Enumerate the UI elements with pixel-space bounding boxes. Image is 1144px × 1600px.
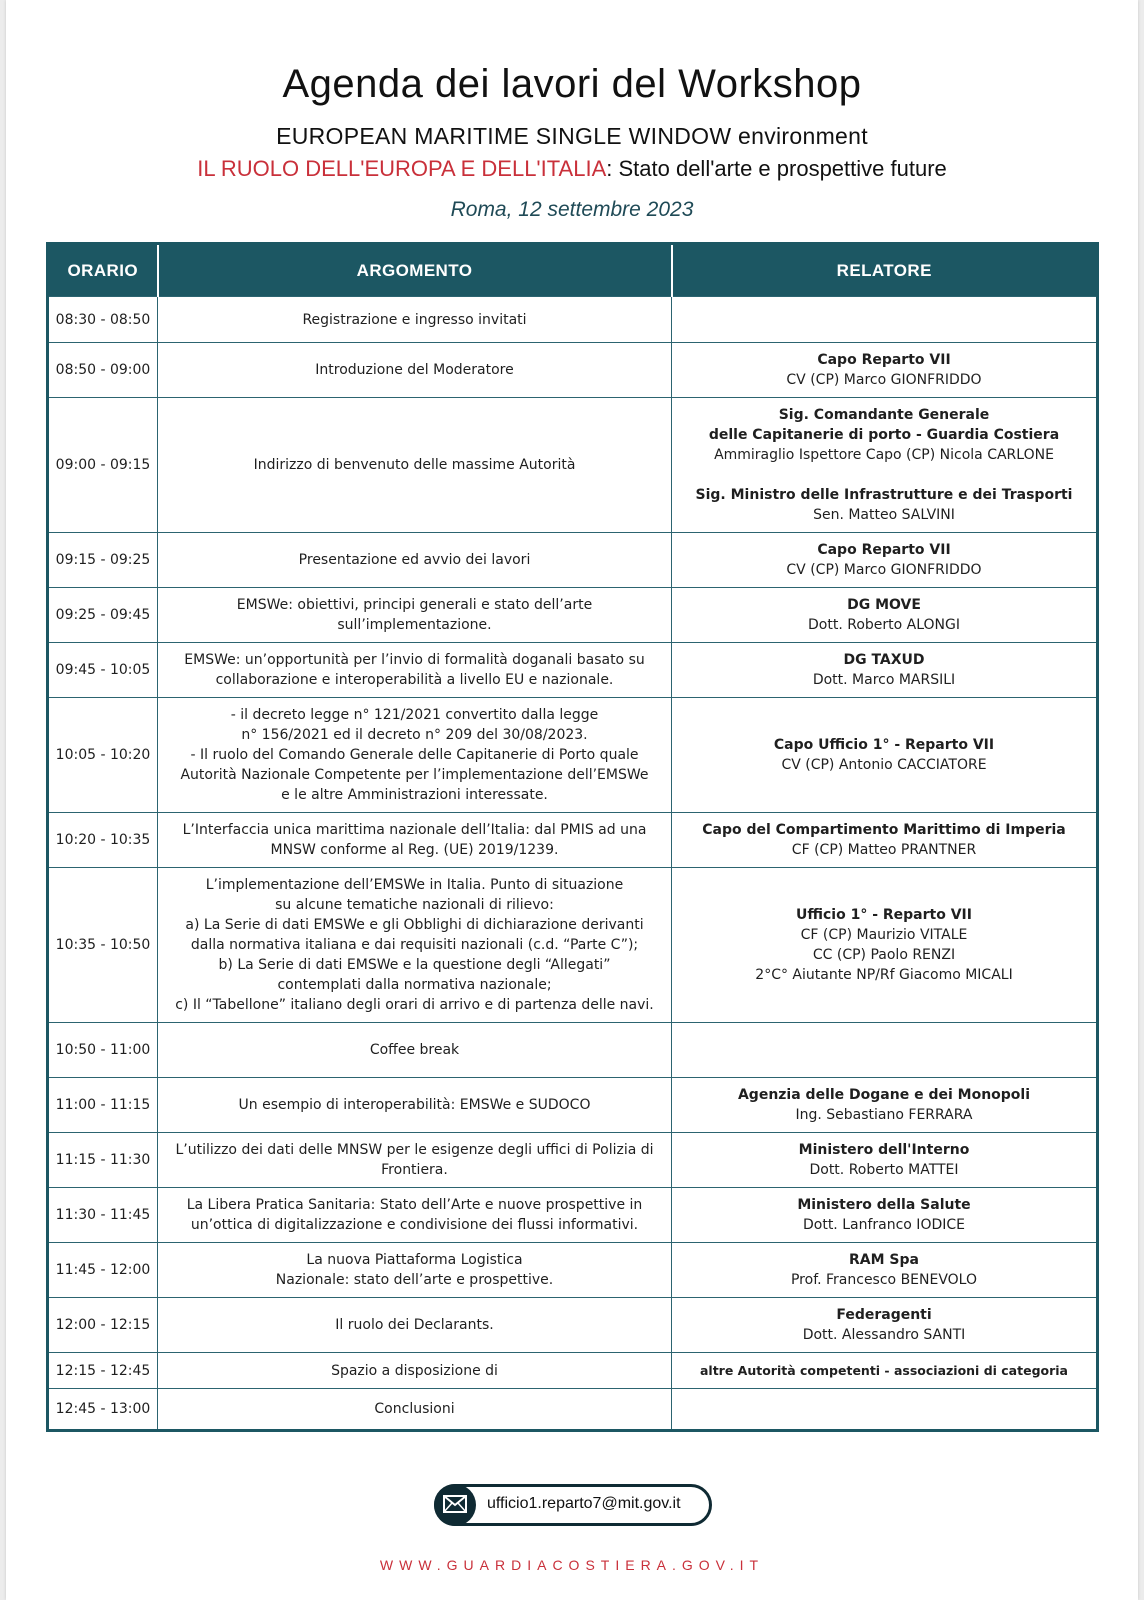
table-row [48, 813, 1098, 868]
row-time: 10:20 - 10:35 [48, 813, 158, 868]
speaker-name: CV (CP) Antonio CACCIATORE [781, 757, 987, 773]
row-time: 12:15 - 12:45 [48, 1353, 158, 1389]
row-topic [158, 588, 672, 643]
row-time: 10:50 - 11:00 [48, 1023, 158, 1078]
row-time: 11:30 - 11:45 [48, 1188, 158, 1243]
table-row [48, 343, 1098, 398]
envelope-icon [434, 1484, 476, 1526]
row-time: 11:00 - 11:15 [48, 1078, 158, 1133]
row-time: 12:45 - 13:00 [48, 1389, 158, 1431]
column-header-orario: ORARIO [48, 244, 158, 297]
speaker-role: Sig. Comandante Generale delle Capitanerie di porto - Guardia Costiera [708, 407, 1060, 443]
table-row [48, 1298, 1098, 1353]
speaker-role: Sig. Ministro delle Infrastrutture e dei Trasporti [695, 487, 1073, 503]
topic-line: L’utilizzo dei dati delle MNSW per le esigenze degli uffici di Polizia di [175, 1142, 654, 1158]
row-time: 08:50 - 09:00 [48, 343, 158, 398]
speaker-name: CV (CP) Marco GIONFRIDDO [786, 372, 982, 388]
row-time: 12:00 - 12:15 [48, 1298, 158, 1353]
row-time: 08:30 - 08:50 [48, 297, 158, 343]
row-topic [158, 643, 672, 698]
table-row [48, 533, 1098, 588]
speaker-name: Sen. Matteo SALVINI [813, 507, 955, 523]
speaker-role: Capo del Compartimento Marittimo di Imperia [702, 822, 1066, 838]
row-speakers [672, 398, 1098, 533]
row-topic [158, 1023, 672, 1078]
row-speakers [672, 1188, 1098, 1243]
topic-line: Un esempio di interoperabilità: EMSWe e SUDOCO [238, 1097, 591, 1113]
topic-line: su alcune tematiche nazionali di rilievo: [275, 897, 554, 913]
row-topic [158, 533, 672, 588]
topic-line: EMSWe: un’opportunità per l’invio di formalità doganali basato su [184, 652, 645, 668]
row-speakers [672, 588, 1098, 643]
contact-email-badge[interactable] [434, 1484, 712, 1526]
event-subtitle: EUROPEAN MARITIME SINGLE WINDOW environment [276, 123, 868, 149]
column-header-relatore: RELATORE [672, 244, 1098, 297]
event-theme [6, 156, 1138, 182]
speaker-name: Dott. Roberto ALONGI [808, 617, 960, 633]
topic-line: collaborazione e interoperabilità a livello EU e nazionale. [215, 672, 614, 688]
row-topic [158, 868, 672, 1023]
topic-line: c) Il “Tabellone” italiano degli orari di arrivo e di partenza delle navi. [175, 997, 654, 1013]
page-title: Agenda dei lavori del Workshop [282, 62, 862, 106]
speaker-role: DG TAXUD [843, 652, 925, 668]
row-time: 10:05 - 10:20 [48, 698, 158, 813]
speaker-role: Ufficio 1° - Reparto VII [796, 907, 972, 923]
topic-line: dalla normativa italiana e dai requisiti nazionali (c.d. “Parte C”); [190, 937, 639, 953]
agenda-page [6, 0, 1138, 1600]
footer-website[interactable]: WWW.GUARDIACOSTIERA.GOV.IT [379, 1557, 765, 1573]
speaker-role: Agenzia delle Dogane e dei Monopoli [737, 1087, 1031, 1103]
row-time: 09:00 - 09:15 [48, 398, 158, 533]
topic-line: e le altre Amministrazioni interessate. [281, 787, 548, 803]
row-speakers [672, 1078, 1098, 1133]
table-row [48, 1078, 1098, 1133]
topic-line: - il decreto legge n° 121/2021 convertito dalla legge [230, 707, 599, 723]
speaker-name: Dott. Marco MARSILI [812, 672, 956, 688]
row-speakers [672, 1389, 1098, 1431]
topic-line: Conclusioni [374, 1401, 455, 1417]
topic-line: L’Interfaccia unica marittima nazionale dell’Italia: dal PMIS ad una [182, 822, 647, 838]
table-row [48, 1188, 1098, 1243]
row-speakers [672, 1353, 1098, 1389]
row-time: 09:15 - 09:25 [48, 533, 158, 588]
topic-line: Autorità Nazionale Competente per l’implementazione dell’EMSWe [180, 767, 649, 783]
topic-line: Il ruolo dei Declarants. [335, 1317, 494, 1333]
speaker-name: Ing. Sebastiano FERRARA [795, 1107, 973, 1123]
table-row [48, 1023, 1098, 1078]
event-theme-highlight: IL RUOLO DELL'EUROPA E DELL'ITALIA [197, 156, 607, 181]
speaker-role: Capo Reparto VII [817, 542, 951, 558]
speaker-role: Ministero dell'Interno [798, 1142, 970, 1158]
table-row [48, 868, 1098, 1023]
row-speakers [672, 343, 1098, 398]
speaker-role: RAM Spa [849, 1252, 919, 1268]
row-topic [158, 813, 672, 868]
topic-line: contemplati dalla normativa nazionale; [277, 977, 552, 993]
table-row [48, 1243, 1098, 1298]
table-row [48, 588, 1098, 643]
row-topic [158, 1078, 672, 1133]
agenda-table [46, 242, 1099, 1432]
speaker-role: DG MOVE [847, 597, 921, 613]
speaker-name: CV (CP) Marco GIONFRIDDO [786, 562, 982, 578]
event-date: Roma, 12 settembre 2023 [450, 198, 694, 221]
row-speakers [672, 297, 1098, 343]
row-topic [158, 1188, 672, 1243]
topic-line: MNSW conforme al Reg. (UE) 2019/1239. [270, 842, 559, 858]
contact-email[interactable]: ufficio1.reparto7@mit.gov.it [487, 1495, 681, 1512]
topic-line: Coffee break [369, 1042, 460, 1058]
row-topic [158, 1389, 672, 1431]
row-speakers [672, 533, 1098, 588]
row-topic [158, 297, 672, 343]
row-speakers [672, 1023, 1098, 1078]
speaker-gap [678, 465, 1090, 485]
topic-line: Introduzione del Moderatore [315, 362, 514, 378]
speaker-name: Ammiraglio Ispettore Capo (CP) Nicola CARLONE [714, 447, 1054, 463]
topic-line: sull’implementazione. [337, 617, 492, 633]
topic-line: Indirizzo di benvenuto delle massime Autorità [253, 457, 576, 473]
row-time: 09:45 - 10:05 [48, 643, 158, 698]
speaker-name: Dott. Lanfranco IODICE [802, 1217, 965, 1233]
speaker-role: Capo Ufficio 1° - Reparto VII [773, 737, 995, 753]
topic-line: Nazionale: stato dell’arte e prospettive. [275, 1272, 554, 1288]
row-speakers [672, 1298, 1098, 1353]
speaker-role: altre Autorità competenti - associazioni di categoria [699, 1362, 1068, 1378]
table-row [48, 1389, 1098, 1431]
table-row [48, 297, 1098, 343]
row-speakers [672, 698, 1098, 813]
row-topic [158, 1298, 672, 1353]
topic-line: Spazio a disposizione di [331, 1362, 498, 1379]
topic-line: Presentazione ed avvio dei lavori [298, 552, 531, 568]
row-speakers [672, 813, 1098, 868]
speaker-role: Ministero della Salute [797, 1197, 971, 1213]
table-row [48, 398, 1098, 533]
row-speakers [672, 1243, 1098, 1298]
row-time: 11:15 - 11:30 [48, 1133, 158, 1188]
row-topic [158, 698, 672, 813]
speaker-name: CC (CP) Paolo RENZI [812, 947, 956, 963]
row-time: 09:25 - 09:45 [48, 588, 158, 643]
topic-line: b) La Serie di dati EMSWe e la questione degli “Allegati” [218, 957, 611, 973]
topic-line: Registrazione e ingresso invitati [302, 311, 527, 328]
table-row [48, 1133, 1098, 1188]
speaker-role: Capo Reparto VII [817, 352, 951, 368]
table-header-row [48, 244, 1098, 297]
column-header-argomento: ARGOMENTO [158, 244, 672, 297]
speaker-name: Prof. Francesco BENEVOLO [790, 1272, 978, 1288]
row-speakers [672, 1133, 1098, 1188]
speaker-role: Federagenti [836, 1307, 932, 1323]
row-time: 11:45 - 12:00 [48, 1243, 158, 1298]
topic-line: Frontiera. [381, 1162, 448, 1178]
topic-line: a) La Serie di dati EMSWe e gli Obblighi di dichiarazione derivanti [185, 917, 644, 933]
speaker-name: CF (CP) Matteo PRANTNER [791, 842, 977, 858]
row-topic [158, 1243, 672, 1298]
speaker-name: CF (CP) Maurizio VITALE [800, 927, 968, 943]
row-speakers [672, 868, 1098, 1023]
speaker-name: Dott. Roberto MATTEI [809, 1162, 959, 1178]
topic-line: L’implementazione dell’EMSWe in Italia. Punto di situazione [205, 877, 624, 893]
speaker-name: 2°C° Aiutante NP/Rf Giacomo MICALI [755, 967, 1013, 983]
row-topic [158, 398, 672, 533]
speaker-name: Dott. Alessandro SANTI [802, 1327, 966, 1343]
topic-line: La Libera Pratica Sanitaria: Stato dell’Arte e nuove prospettive in [186, 1197, 643, 1213]
row-topic [158, 1133, 672, 1188]
row-topic [158, 343, 672, 398]
topic-line: La nuova Piattaforma Logistica [306, 1252, 523, 1268]
topic-line: - Il ruolo del Comando Generale delle Capitanerie di Porto quale [190, 747, 639, 763]
row-time: 10:35 - 10:50 [48, 868, 158, 1023]
row-speakers [672, 643, 1098, 698]
topic-line: n° 156/2021 ed il decreto n° 209 del 30/08/2023. [241, 727, 588, 743]
event-theme-rest: : Stato dell'arte e prospettive future [606, 156, 947, 181]
table-row [48, 1353, 1098, 1389]
topic-line: un’ottica di digitalizzazione e condivisione dei flussi informativi. [190, 1217, 639, 1233]
agenda-body [48, 297, 1098, 1431]
topic-line: EMSWe: obiettivi, principi generali e stato dell’arte [236, 597, 593, 613]
table-row [48, 698, 1098, 813]
table-row [48, 643, 1098, 698]
row-topic [158, 1353, 672, 1389]
